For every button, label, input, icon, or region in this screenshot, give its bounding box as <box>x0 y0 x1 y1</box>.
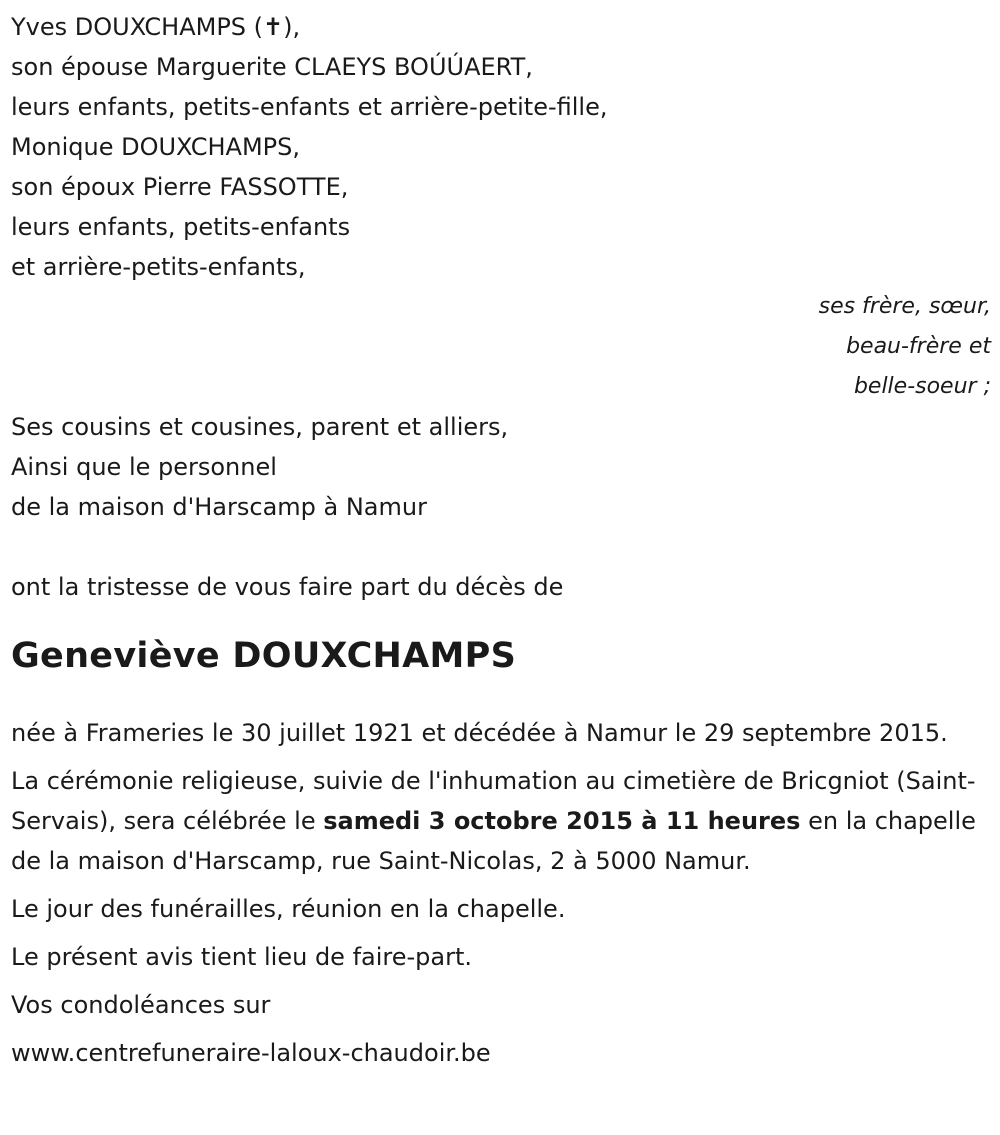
family-line-4: Monique DOUXCHAMPS, <box>11 133 301 161</box>
family-line-7: et arrière-petits-enfants, <box>11 253 306 281</box>
announcement-text: ont la tristesse de vous faire part du décès de <box>11 573 564 601</box>
ceremony-text <box>11 761 991 881</box>
family-line-2: son épouse Marguerite CLAEYS BOÚÚAERT, <box>11 53 533 81</box>
relation-line-1: ses frère, sœur, <box>818 294 991 319</box>
ceremony-text-before: La cérémonie religieuse, suivie de l'inhumation au cimetière de Bricgniot (Saint-Servais), sera célébrée le <box>11 767 976 835</box>
relation-line-3: belle-soeur ; <box>853 374 991 399</box>
family-line-6: leurs enfants, petits-enfants <box>11 213 351 241</box>
others-line-2: Ainsi que le personnel <box>11 453 277 481</box>
deceased-name: Geneviève DOUXCHAMPS <box>11 636 517 676</box>
ceremony-text-after: en la chapelle de la maison d'Harscamp, rue Saint-Nicolas, 2 à 5000 Namur. <box>11 807 976 875</box>
others-line-3: de la maison d'Harscamp à Namur <box>11 493 427 521</box>
notice-text: Le présent avis tient lieu de faire-part. <box>11 943 473 971</box>
family-list <box>11 7 991 287</box>
family-line-1: Yves DOUXCHAMPS (✝), <box>11 13 301 41</box>
condolences-label: Vos condoléances sur <box>11 991 271 1019</box>
relation-note <box>11 287 991 407</box>
family-line-5: son époux Pierre FASSOTTE, <box>11 173 349 201</box>
obituary-notice <box>11 0 991 1081</box>
family-line-3: leurs enfants, petits-enfants et arrière-petite-fille, <box>11 93 608 121</box>
others-line-1: Ses cousins et cousines, parent et alliers, <box>11 413 509 441</box>
reunion-text: Le jour des funérailles, réunion en la chapelle. <box>11 895 566 923</box>
condolences-website[interactable]: www.centrefuneraire-laloux-chaudoir.be <box>11 1039 491 1067</box>
ceremony-date: samedi 3 octobre 2015 à 11 heures <box>323 807 801 835</box>
others-list <box>11 407 991 527</box>
birth-death-text: née à Frameries le 30 juillet 1921 et décédée à Namur le 29 septembre 2015. <box>11 719 948 747</box>
relation-line-2: beau-frère et <box>846 334 991 359</box>
